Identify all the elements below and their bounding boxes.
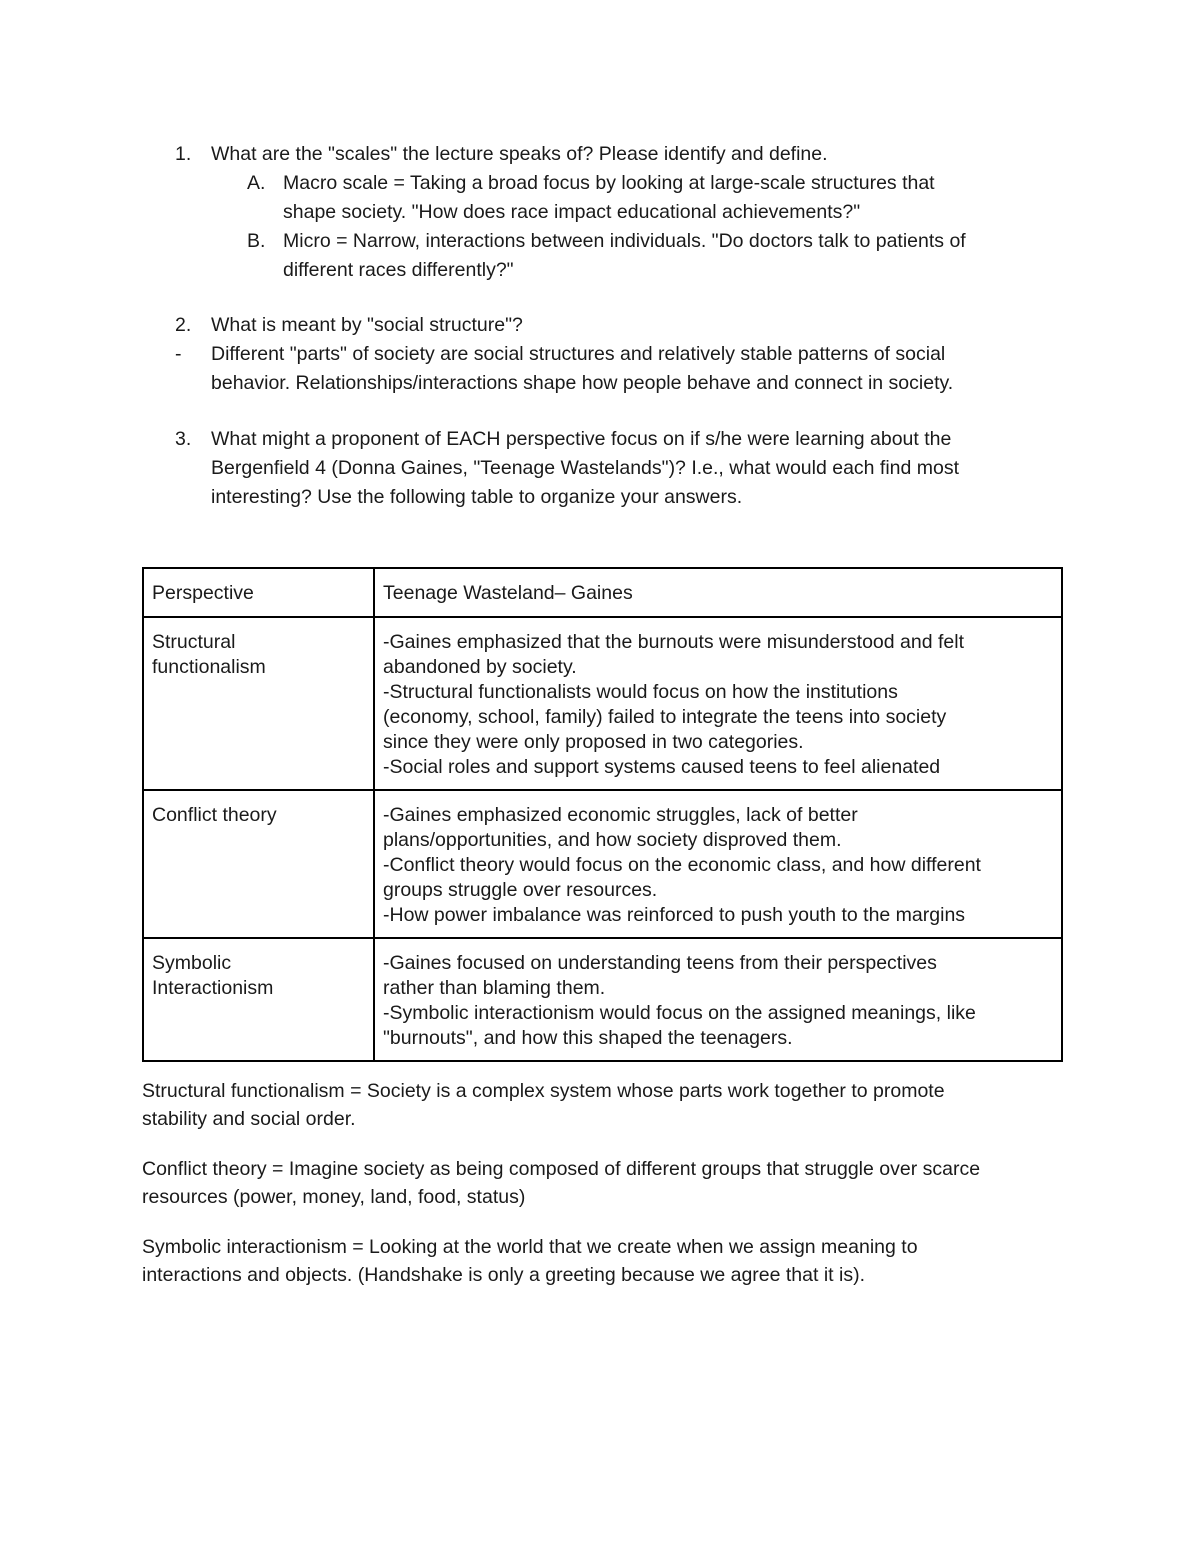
question-text: interesting? Use the following table to organize your answers. [211, 486, 743, 508]
table-header-cell: Teenage Wasteland– Gaines [374, 568, 1062, 617]
sub-marker: A. [247, 172, 266, 194]
definition-symbolic-interactionism: Symbolic interactionism = Looking at the world that we create when we assign meaning to interactions and objects. (Handshake is only a greeting because we agree that it is). [142, 1236, 918, 1286]
perspective-label-cell: Structural functionalism [143, 617, 374, 790]
question-2 [0, 311, 1200, 398]
question-text: What is meant by "social structure"? [211, 314, 523, 336]
table-row [143, 938, 1062, 1061]
answer-text: Macro scale = Taking a broad focus by looking at large-scale structures that [283, 172, 935, 194]
answer-text: shape society. "How does race impact educational achievements?" [283, 201, 861, 223]
table-row [143, 617, 1062, 790]
perspective-label-cell: Symbolic Interactionism [143, 938, 374, 1061]
question-1 [0, 140, 1200, 285]
perspective-table [142, 567, 1063, 1062]
table-header-cell: Perspective [143, 568, 374, 617]
definition-conflict-theory: Conflict theory = Imagine society as being composed of different groups that struggle over scarce resources (power, money, land, food, status) [142, 1158, 981, 1208]
answer-text: different races differently?" [283, 259, 514, 281]
table-header-row [143, 568, 1062, 617]
answer-text: Different "parts" of society are social structures and relatively stable patterns of social [211, 343, 946, 365]
sub-marker: B. [247, 230, 266, 252]
definition-structural-functionalism: Structural functionalism = Society is a complex system whose parts work together to promote stability and social order. [142, 1080, 945, 1130]
question-text: What are the "scales" the lecture speaks of? Please identify and define. [211, 143, 828, 165]
table-row [143, 790, 1062, 938]
sub-answer-b [0, 227, 1200, 256]
perspective-content-cell: -Gaines focused on understanding teens from their perspectives rather than blaming them. -Symbolic interactionism would focus on the assigned meanings, like "burnouts", and how this shaped the teenagers. [374, 938, 1062, 1061]
question-number: 1. [175, 143, 192, 165]
perspective-content-cell: -Gaines emphasized economic struggles, lack of better plans/opportunities, and how society disproved them. -Conflict theory would focus on the economic class, and how different groups struggle over resources. -How power imbalance was reinforced to push youth to the margins [374, 790, 1062, 938]
question-text: What might a proponent of EACH perspective focus on if s/he were learning about the [211, 428, 952, 450]
answer-text: Micro = Narrow, interactions between individuals. "Do doctors talk to patients of [283, 230, 966, 252]
answer-text: behavior. Relationships/interactions shape how people behave and connect in society. [211, 372, 954, 394]
question-number: 2. [175, 314, 192, 336]
bullet-dash: - [175, 343, 182, 365]
question-3 [0, 425, 1200, 512]
answer-item [0, 340, 1200, 369]
perspective-content-cell: -Gaines emphasized that the burnouts were misunderstood and felt abandoned by society. -Structural functionalists would focus on how the institutions (economy, school, family) failed to integrate the teens into society since they were only proposed in two categories. -Social roles and support systems caused teens to feel alienated [374, 617, 1062, 790]
question-text: Bergenfield 4 (Donna Gaines, "Teenage Wastelands")? I.e., what would each find most [211, 457, 960, 479]
question-number: 3. [175, 428, 192, 450]
perspective-label-cell: Conflict theory [143, 790, 374, 938]
sub-answer-a [0, 169, 1200, 198]
